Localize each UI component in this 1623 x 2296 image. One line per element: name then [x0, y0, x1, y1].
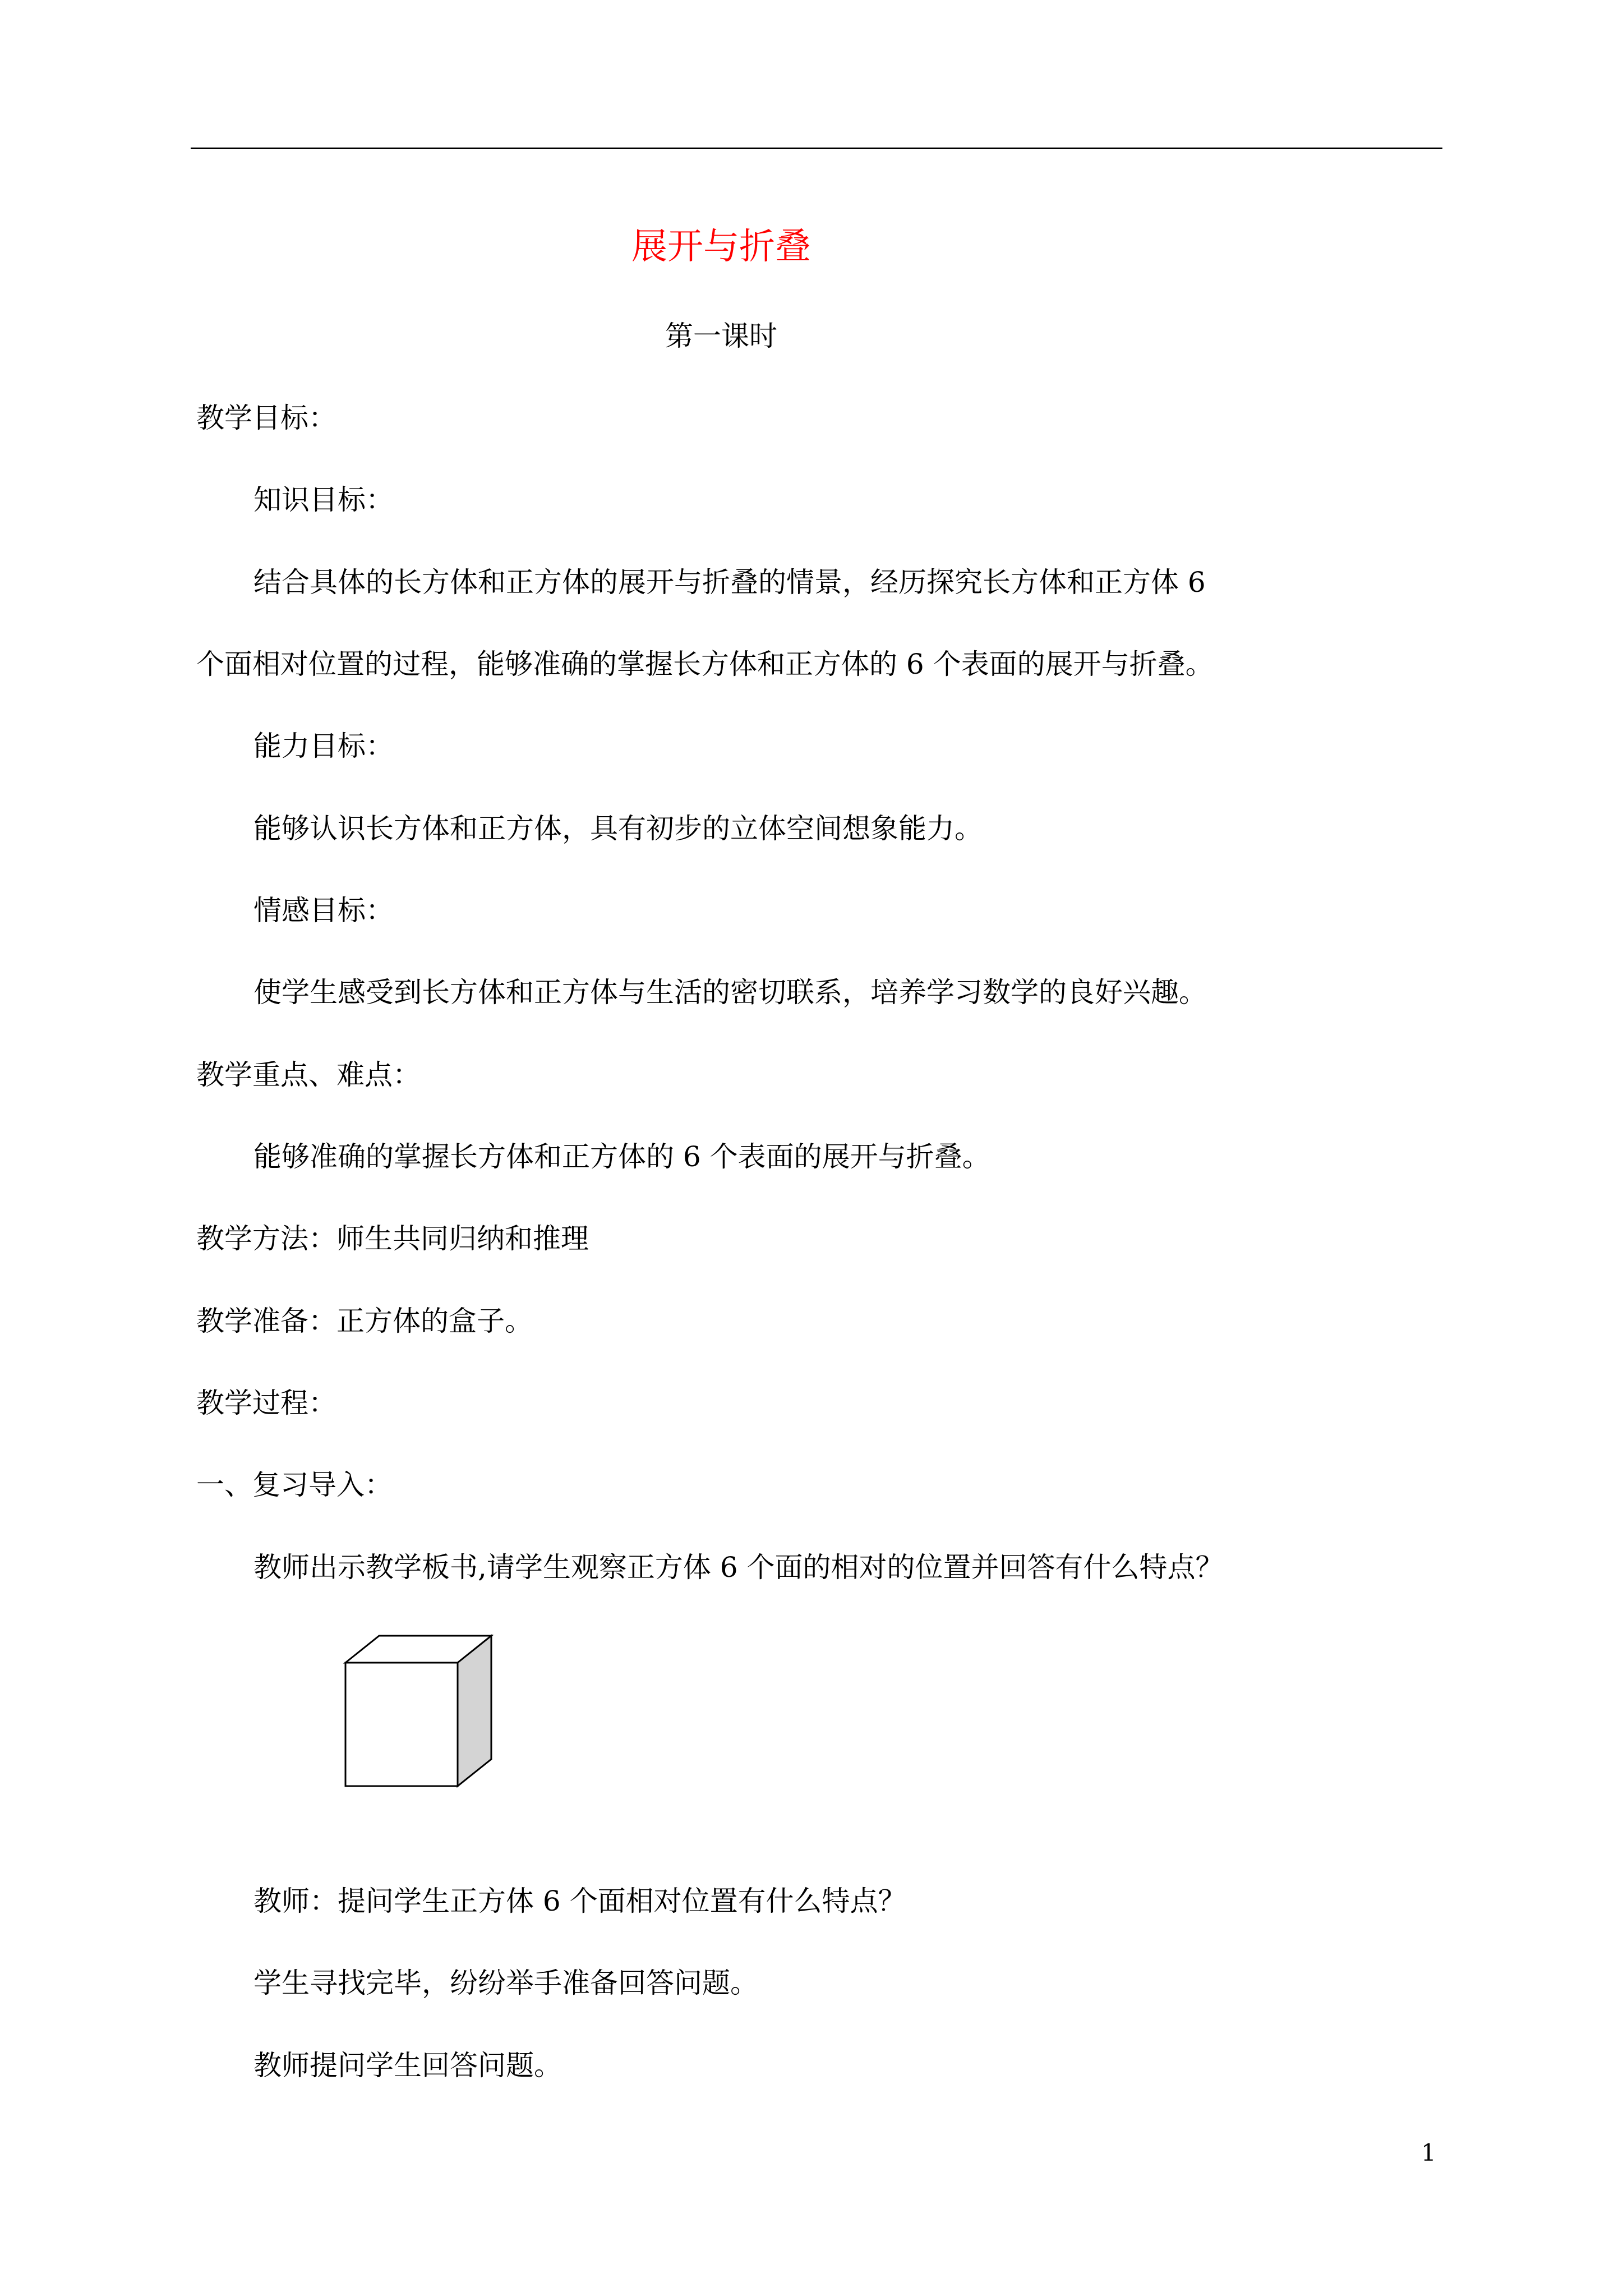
subheading-ability: 能力目标： — [253, 730, 394, 762]
subheading-emotion: 情感目标： — [253, 894, 394, 927]
page-number: 1 — [1421, 2139, 1436, 2166]
paragraph-teacher-asks: 教师提问学生回答问题。 — [253, 2049, 562, 2082]
lesson-subtitle: 第一课时 — [665, 320, 777, 352]
paragraph-teaching-preparation: 教学准备：正方体的盒子。 — [196, 1305, 533, 1337]
section-heading-objectives: 教学目标： — [196, 402, 336, 434]
section-heading-process: 教学过程： — [196, 1387, 336, 1419]
cube-front-face — [345, 1663, 458, 1786]
paragraph-teacher-shows-board: 教师出示教学板书,请学生观察正方体 6 个面的相对的位置并回答有什么特点？ — [253, 1551, 1224, 1584]
paragraph-students-search: 学生寻找完毕，纷纷举手准备回答问题。 — [253, 1967, 758, 1999]
cube-side-face — [458, 1636, 491, 1786]
section-heading-key-points: 教学重点、难点： — [196, 1059, 421, 1091]
paragraph-teaching-method: 教学方法：师生共同归纳和推理 — [196, 1222, 589, 1255]
paragraph-knowledge-line-2: 个面相对位置的过程，能够准确的掌握长方体和正方体的 6 个表面的展开与折叠。 — [196, 648, 1214, 680]
subheading-knowledge: 知识目标： — [253, 484, 394, 516]
paragraph-key-points: 能够准确的掌握长方体和正方体的 6 个表面的展开与折叠。 — [253, 1140, 990, 1173]
header-rule — [191, 148, 1442, 149]
paragraph-knowledge-line-1: 结合具体的长方体和正方体的展开与折叠的情景，经历探究长方体和正方体 6 — [253, 566, 1206, 599]
subsection-review-intro: 一、复习导入： — [196, 1469, 393, 1501]
document-title: 展开与折叠 — [631, 226, 811, 268]
paragraph-teacher-question: 教师：提问学生正方体 6 个面相对位置有什么特点？ — [253, 1885, 906, 1917]
paragraph-emotion: 使学生感受到长方体和正方体与生活的密切联系，培养学习数学的良好兴趣。 — [253, 976, 1207, 1009]
cube-figure — [336, 1627, 505, 1795]
paragraph-ability: 能够认识长方体和正方体，具有初步的立体空间想象能力。 — [253, 812, 983, 845]
